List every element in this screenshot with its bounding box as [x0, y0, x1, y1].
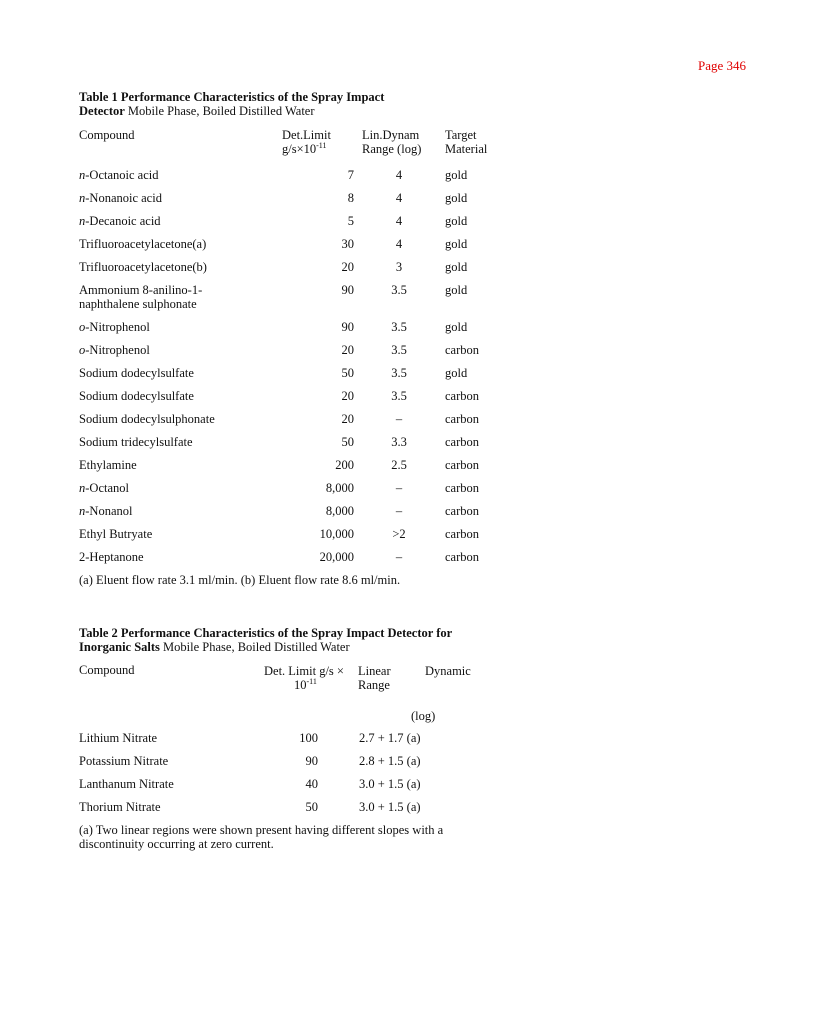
table-row: [0, 754, 821, 770]
lin-range-value: 3.3: [391, 435, 407, 449]
table-row: [0, 458, 821, 474]
lin-range-value: 2.5: [391, 458, 407, 472]
table1-header-target-line1: Target: [445, 128, 477, 142]
table1-title-rest: Mobile Phase, Boiled Distilled Water: [127, 104, 315, 118]
table2-header-compound: Compound: [79, 663, 135, 677]
target-material: carbon: [445, 343, 480, 357]
det-limit-value: 8,000: [325, 481, 354, 495]
table-row: [0, 800, 821, 816]
table1-header-lin-dynam: [362, 128, 421, 156]
target-material: gold: [445, 366, 468, 380]
table-row: [0, 389, 821, 405]
target-material: carbon: [445, 527, 480, 541]
det-limit-value: 50: [305, 800, 318, 814]
table-row: [0, 777, 821, 793]
det-limit-value: 20: [341, 389, 354, 403]
table2-title-rest: Mobile Phase, Boiled Distilled Water: [163, 640, 350, 654]
table2-header-det-exp: -11: [306, 676, 317, 686]
table1-header-lin-line2: Range (log): [362, 142, 422, 156]
det-limit-value: 7: [347, 168, 354, 182]
det-limit-value: 90: [341, 283, 354, 297]
target-material: gold: [445, 320, 468, 334]
lin-range-value: 4: [395, 191, 403, 205]
table1-title-bold-2: Detector: [79, 104, 125, 118]
table-row: [0, 191, 821, 207]
lin-range-value: 3.5: [391, 283, 407, 297]
target-material: gold: [445, 260, 468, 274]
table1-footnote: (a) Eluent flow rate 3.1 ml/min. (b) Eluent flow rate 8.6 ml/min.: [79, 573, 401, 587]
table1-header-det-line1: Det.Limit: [282, 128, 331, 142]
lin-range-value: 3: [395, 260, 403, 274]
table-row: [0, 435, 821, 451]
table2-header-det-line2: 10: [294, 678, 307, 692]
table1-header-lin-line1: Lin.Dynam: [362, 128, 420, 142]
compound-name: n-Octanol: [79, 481, 129, 495]
lin-range-value: –: [395, 481, 403, 495]
target-material: gold: [445, 168, 468, 182]
linear-range-value: 3.0 + 1.5 (a): [359, 800, 421, 814]
target-material: carbon: [445, 550, 480, 564]
compound-name: 2-Heptanone: [79, 550, 144, 564]
table2-title: [79, 626, 509, 654]
compound-name: Ethylamine: [79, 458, 137, 472]
table-row: [0, 168, 821, 184]
det-limit-value: 50: [341, 366, 354, 380]
table-row: [0, 527, 821, 543]
compound-name: o-Nitrophenol: [79, 320, 150, 334]
table1-title-bold-1: Table 1 Performance Characteristics of the Spray Impact: [79, 90, 385, 104]
linear-range-value: 3.0 + 1.5 (a): [359, 777, 421, 791]
page-number: Page 346: [698, 58, 747, 73]
det-limit-value: 10,000: [319, 527, 354, 541]
salt-name: Lithium Nitrate: [79, 731, 158, 745]
table1-title: [79, 90, 499, 118]
table1-header-det-exp: -11: [316, 140, 327, 150]
table-row: [0, 260, 821, 276]
table-row: [0, 412, 821, 428]
det-limit-value: 20: [341, 412, 354, 426]
lin-range-value: 3.5: [391, 366, 407, 380]
table-row: [0, 343, 821, 359]
table-row: [0, 320, 821, 336]
table2-header-range: Range: [358, 678, 390, 692]
target-material: gold: [445, 214, 468, 228]
salt-name: Potassium Nitrate: [79, 754, 169, 768]
lin-range-value: 3.5: [391, 343, 407, 357]
table1-header-det-line2: g/s×10: [282, 142, 317, 156]
table2-header-det-line1: Det. Limit g/s ×: [264, 664, 344, 678]
det-limit-value: 200: [335, 458, 354, 472]
table2-title-bold-2: Inorganic Salts: [79, 640, 160, 654]
table1-header-target: [445, 128, 487, 156]
table2-header-dynamic: Dynamic: [425, 664, 471, 678]
compound-name: Ammonium 8-anilino-1- naphthalene sulphonate: [79, 283, 203, 311]
lin-range-value: 3.5: [391, 389, 407, 403]
table2-footnote: (a) Two linear regions were shown present having different slopes with a discontinuity occurring at zero current.: [79, 823, 444, 851]
det-limit-value: 20,000: [319, 550, 354, 564]
compound-name: Sodium dodecylsulfate: [79, 389, 194, 403]
det-limit-value: 20: [341, 343, 354, 357]
lin-range-value: 3.5: [391, 320, 407, 334]
table1-header-target-line2: Material: [445, 142, 488, 156]
lin-range-value: –: [395, 504, 403, 518]
det-limit-value: 40: [305, 777, 318, 791]
table2-header-det-limit: [264, 664, 344, 692]
compound-name: o-Nitrophenol: [79, 343, 150, 357]
lin-range-value: >2: [392, 527, 406, 541]
table2-header-linear-range: [358, 664, 391, 692]
table2-header-linear: Linear: [358, 664, 391, 678]
target-material: carbon: [445, 435, 480, 449]
table1-header-compound: Compound: [79, 128, 135, 142]
table-row: [0, 481, 821, 497]
salt-name: Thorium Nitrate: [79, 800, 161, 814]
lin-range-value: 4: [395, 168, 403, 182]
det-limit-value: 8,000: [325, 504, 354, 518]
salt-name: Lanthanum Nitrate: [79, 777, 174, 791]
target-material: carbon: [445, 481, 480, 495]
target-material: carbon: [445, 504, 480, 518]
target-material: carbon: [445, 412, 480, 426]
det-limit-value: 5: [347, 214, 354, 228]
det-limit-value: 90: [305, 754, 318, 768]
compound-name: Ethyl Butryate: [79, 527, 153, 541]
compound-name: Trifluoroacetylacetone(a): [79, 237, 207, 251]
compound-name: n-Decanoic acid: [79, 214, 161, 228]
det-limit-value: 30: [341, 237, 354, 251]
target-material: carbon: [445, 458, 480, 472]
linear-range-value: 2.7 + 1.7 (a): [359, 731, 421, 745]
compound-name: Sodium dodecylsulfate: [79, 366, 194, 380]
lin-range-value: –: [395, 412, 403, 426]
table-row: [0, 283, 821, 313]
table-row: [0, 237, 821, 253]
table-row: [0, 550, 821, 566]
compound-name: Sodium dodecylsulphonate: [79, 412, 215, 426]
table1-header-det-limit: [282, 128, 331, 156]
det-limit-value: 90: [341, 320, 354, 334]
table-row: [0, 731, 821, 747]
table2-title-bold-1: Table 2 Performance Characteristics of the Spray Impact Detector for: [79, 626, 453, 640]
det-limit-value: 50: [341, 435, 354, 449]
target-material: gold: [445, 283, 468, 297]
lin-range-value: 4: [395, 237, 403, 251]
compound-name: n-Octanoic acid: [79, 168, 159, 182]
linear-range-value: 2.8 + 1.5 (a): [359, 754, 421, 768]
det-limit-value: 8: [347, 191, 354, 205]
table2-header-log: (log): [411, 709, 436, 723]
compound-name: n-Nonanoic acid: [79, 191, 162, 205]
det-limit-value: 20: [341, 260, 354, 274]
lin-range-value: 4: [395, 214, 403, 228]
target-material: gold: [445, 191, 468, 205]
table-row: [0, 214, 821, 230]
target-material: carbon: [445, 389, 480, 403]
compound-name: Sodium tridecylsulfate: [79, 435, 193, 449]
lin-range-value: –: [395, 550, 403, 564]
compound-name: Trifluoroacetylacetone(b): [79, 260, 207, 274]
target-material: gold: [445, 237, 468, 251]
table-row: [0, 504, 821, 520]
compound-name: n-Nonanol: [79, 504, 133, 518]
table-row: [0, 366, 821, 382]
det-limit-value: 100: [299, 731, 318, 745]
